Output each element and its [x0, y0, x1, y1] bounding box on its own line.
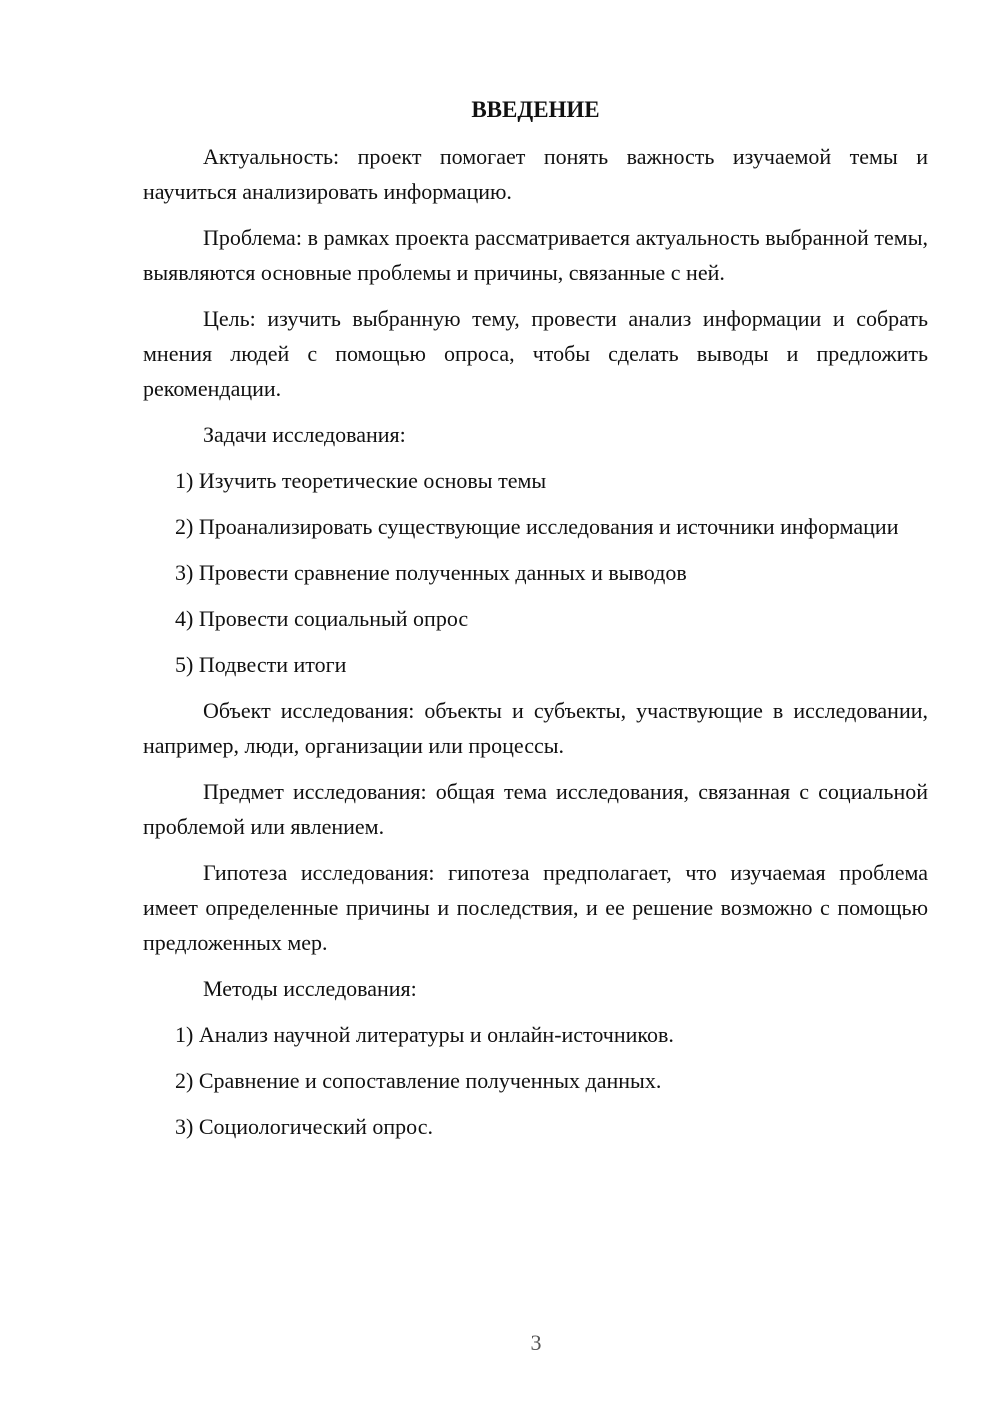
method-item-2: 2) Сравнение и сопоставление полученных данных.: [175, 1068, 662, 1093]
method-item-3: 3) Социологический опрос.: [175, 1114, 433, 1139]
hypothesis-paragraph: Гипотеза исследования: гипотеза предполагает, что изучаемая проблема имеет определенные причины и последствия, и ее решение возможно с помощью предложенных мер.: [143, 860, 928, 955]
section-heading: ВВЕДЕНИЕ: [471, 97, 600, 122]
task-item-1: 1) Изучить теоретические основы темы: [175, 468, 547, 493]
task-item-3: 3) Провести сравнение полученных данных и выводов: [175, 560, 687, 585]
task-item-5: 5) Подвести итоги: [175, 652, 347, 677]
subject-paragraph: Предмет исследования: общая тема исследования, связанная с социальной проблемой или явлением.: [143, 779, 928, 839]
object-paragraph: Объект исследования: объекты и субъекты, участвующие в исследовании, например, люди, организации или процессы.: [143, 698, 928, 758]
tasks-title: Задачи исследования:: [203, 422, 406, 447]
page-number: 3: [530, 1330, 542, 1355]
goal-paragraph: Цель: изучить выбранную тему, провести анализ информации и собрать мнения людей с помощью опроса, чтобы сделать выводы и предложить рекомендации.: [143, 306, 928, 401]
document-page: [143, 92, 928, 1155]
task-item-2: 2) Проанализировать существующие исследования и источники информации: [175, 514, 899, 539]
task-item-4: 4) Провести социальный опрос: [175, 606, 469, 631]
method-item-1: 1) Анализ научной литературы и онлайн-источников.: [175, 1022, 674, 1047]
relevance-paragraph: Актуальность: проект помогает понять важность изучаемой темы и научиться анализировать информацию.: [143, 144, 928, 204]
problem-paragraph: Проблема: в рамках проекта рассматривается актуальность выбранной темы, выявляются основные проблемы и причины, связанные с ней.: [143, 225, 928, 285]
methods-title: Методы исследования:: [203, 976, 417, 1001]
